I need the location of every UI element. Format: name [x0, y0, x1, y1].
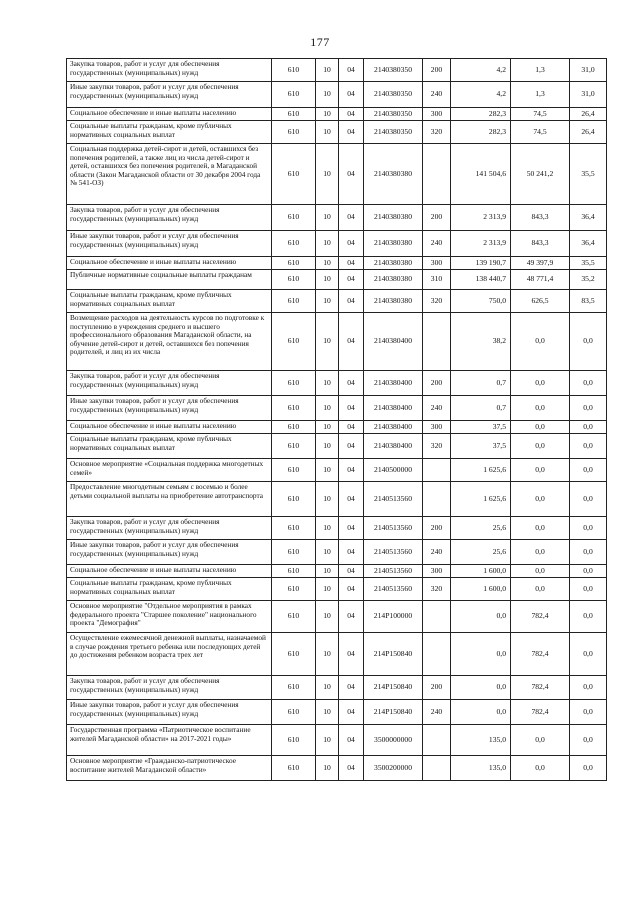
cell-ministry-code: 610 [272, 700, 316, 725]
cell-expense-type: 320 [423, 434, 451, 459]
cell-executed-amount: 0,0 [511, 578, 570, 601]
table-row [67, 108, 607, 121]
cell-executed-amount: 0,0 [511, 434, 570, 459]
cell-section: 10 [316, 421, 339, 434]
cell-name: Основное мероприятие «Социальная поддержка многодетных семей» [67, 459, 272, 482]
cell-percent: 35,5 [570, 144, 607, 205]
cell-executed-amount: 48 771,4 [511, 270, 570, 290]
cell-subsection: 04 [339, 270, 364, 290]
cell-name: Иные закупки товаров, работ и услуг для обеспечения государственных (муниципальных) нужд [67, 231, 272, 257]
cell-section: 10 [316, 270, 339, 290]
cell-approved-amount: 139 190,7 [451, 257, 511, 270]
cell-ministry-code: 610 [272, 601, 316, 633]
cell-name: Осуществление ежемесячной денежной выплаты, назначаемой в случае рождения третьего ребенка или последующих детей до достижения ребенком возраста трех лет [67, 633, 272, 676]
cell-ministry-code: 610 [272, 434, 316, 459]
cell-ministry-code: 610 [272, 371, 316, 396]
cell-ministry-code: 610 [272, 633, 316, 676]
cell-ministry-code: 610 [272, 270, 316, 290]
cell-approved-amount: 25,6 [451, 540, 511, 565]
table-row [67, 756, 607, 781]
cell-executed-amount: 0,0 [511, 517, 570, 540]
cell-approved-amount: 37,5 [451, 421, 511, 434]
cell-target-article: 2140380380 [364, 270, 423, 290]
cell-target-article: 2140513560 [364, 578, 423, 601]
cell-subsection: 04 [339, 205, 364, 231]
cell-ministry-code: 610 [272, 578, 316, 601]
cell-expense-type [423, 601, 451, 633]
cell-executed-amount: 782,4 [511, 633, 570, 676]
cell-ministry-code: 610 [272, 676, 316, 700]
cell-section: 10 [316, 700, 339, 725]
cell-ministry-code: 610 [272, 290, 316, 313]
cell-ministry-code: 610 [272, 144, 316, 205]
cell-approved-amount: 0,0 [451, 700, 511, 725]
table-row [67, 231, 607, 257]
cell-name: Иные закупки товаров, работ и услуг для обеспечения государственных (муниципальных) нужд [67, 82, 272, 108]
table-row [67, 540, 607, 565]
cell-section: 10 [316, 231, 339, 257]
cell-approved-amount: 2 313,9 [451, 231, 511, 257]
cell-section: 10 [316, 371, 339, 396]
table-row [67, 482, 607, 517]
cell-target-article: 214P150840 [364, 633, 423, 676]
cell-expense-type: 200 [423, 676, 451, 700]
cell-subsection: 04 [339, 459, 364, 482]
cell-target-article: 2140500000 [364, 459, 423, 482]
cell-subsection: 04 [339, 121, 364, 144]
cell-name: Закупка товаров, работ и услуг для обеспечения государственных (муниципальных) нужд [67, 371, 272, 396]
cell-approved-amount: 4,2 [451, 59, 511, 82]
cell-subsection: 04 [339, 517, 364, 540]
cell-target-article: 3500200000 [364, 756, 423, 781]
cell-name: Иные закупки товаров, работ и услуг для обеспечения государственных (муниципальных) нужд [67, 396, 272, 421]
cell-expense-type: 200 [423, 517, 451, 540]
cell-section: 10 [316, 517, 339, 540]
cell-subsection: 04 [339, 633, 364, 676]
table-row [67, 725, 607, 756]
cell-approved-amount: 282,3 [451, 108, 511, 121]
cell-executed-amount: 0,0 [511, 313, 570, 371]
cell-expense-type: 240 [423, 700, 451, 725]
cell-executed-amount: 0,0 [511, 396, 570, 421]
cell-ministry-code: 610 [272, 756, 316, 781]
cell-executed-amount: 0,0 [511, 756, 570, 781]
cell-target-article: 2140513560 [364, 565, 423, 578]
cell-percent: 0,0 [570, 434, 607, 459]
cell-section: 10 [316, 601, 339, 633]
cell-approved-amount: 750,0 [451, 290, 511, 313]
cell-name: Закупка товаров, работ и услуг для обеспечения государственных (муниципальных) нужд [67, 517, 272, 540]
table-row [67, 601, 607, 633]
cell-percent: 0,0 [570, 540, 607, 565]
cell-name: Предоставление многодетным семьям с восемью и более детьми социальной выплаты на приобретение автотранспорта [67, 482, 272, 517]
cell-target-article: 2140380400 [364, 421, 423, 434]
cell-expense-type [423, 144, 451, 205]
cell-name: Основное мероприятие «Гражданско-патриотическое воспитание жителей Магаданской области» [67, 756, 272, 781]
cell-subsection: 04 [339, 756, 364, 781]
cell-executed-amount: 0,0 [511, 482, 570, 517]
cell-target-article: 2140380400 [364, 396, 423, 421]
table-row [67, 578, 607, 601]
cell-percent: 0,0 [570, 633, 607, 676]
cell-percent: 0,0 [570, 482, 607, 517]
cell-ministry-code: 610 [272, 313, 316, 371]
cell-executed-amount: 782,4 [511, 676, 570, 700]
cell-ministry-code: 610 [272, 59, 316, 82]
cell-percent: 0,0 [570, 313, 607, 371]
cell-section: 10 [316, 565, 339, 578]
cell-percent: 0,0 [570, 700, 607, 725]
cell-approved-amount: 0,7 [451, 396, 511, 421]
cell-target-article: 2140380380 [364, 257, 423, 270]
cell-subsection: 04 [339, 82, 364, 108]
cell-section: 10 [316, 756, 339, 781]
cell-percent: 0,0 [570, 756, 607, 781]
cell-ministry-code: 610 [272, 82, 316, 108]
cell-percent: 0,0 [570, 371, 607, 396]
cell-ministry-code: 610 [272, 565, 316, 578]
cell-approved-amount: 138 440,7 [451, 270, 511, 290]
cell-percent: 31,0 [570, 59, 607, 82]
cell-name: Иные закупки товаров, работ и услуг для обеспечения государственных (муниципальных) нужд [67, 540, 272, 565]
budget-table [66, 58, 607, 781]
cell-name: Социальные выплаты гражданам, кроме публичных нормативных социальных выплат [67, 121, 272, 144]
cell-name: Закупка товаров, работ и услуг для обеспечения государственных (муниципальных) нужд [67, 59, 272, 82]
cell-name: Государственная программа «Патриотическое воспитание жителей Магаданской области» на 2017-2021 годы» [67, 725, 272, 756]
cell-expense-type: 300 [423, 421, 451, 434]
cell-expense-type [423, 756, 451, 781]
cell-section: 10 [316, 396, 339, 421]
cell-section: 10 [316, 459, 339, 482]
cell-ministry-code: 610 [272, 396, 316, 421]
cell-section: 10 [316, 290, 339, 313]
cell-percent: 0,0 [570, 601, 607, 633]
cell-executed-amount: 0,0 [511, 540, 570, 565]
cell-executed-amount: 1,3 [511, 82, 570, 108]
cell-executed-amount: 0,0 [511, 421, 570, 434]
cell-approved-amount: 135,0 [451, 725, 511, 756]
cell-subsection: 04 [339, 578, 364, 601]
cell-expense-type: 200 [423, 59, 451, 82]
cell-subsection: 04 [339, 313, 364, 371]
cell-section: 10 [316, 108, 339, 121]
table-row [67, 700, 607, 725]
cell-expense-type: 320 [423, 121, 451, 144]
cell-executed-amount: 1,3 [511, 59, 570, 82]
table-row [67, 257, 607, 270]
cell-percent: 35,5 [570, 257, 607, 270]
cell-approved-amount: 2 313,9 [451, 205, 511, 231]
cell-ministry-code: 610 [272, 421, 316, 434]
cell-percent: 0,0 [570, 517, 607, 540]
cell-approved-amount: 141 504,6 [451, 144, 511, 205]
cell-section: 10 [316, 482, 339, 517]
cell-expense-type: 320 [423, 578, 451, 601]
cell-section: 10 [316, 434, 339, 459]
table-row [67, 517, 607, 540]
cell-approved-amount: 282,3 [451, 121, 511, 144]
cell-approved-amount: 25,6 [451, 517, 511, 540]
cell-subsection: 04 [339, 421, 364, 434]
cell-expense-type: 240 [423, 396, 451, 421]
cell-section: 10 [316, 313, 339, 371]
cell-executed-amount: 50 241,2 [511, 144, 570, 205]
cell-approved-amount: 1 600,0 [451, 565, 511, 578]
cell-expense-type: 200 [423, 371, 451, 396]
cell-subsection: 04 [339, 108, 364, 121]
cell-section: 10 [316, 578, 339, 601]
cell-percent: 83,5 [570, 290, 607, 313]
cell-target-article: 2140380380 [364, 231, 423, 257]
cell-executed-amount: 626,5 [511, 290, 570, 313]
cell-target-article: 3500000000 [364, 725, 423, 756]
cell-subsection: 04 [339, 601, 364, 633]
cell-executed-amount: 74,5 [511, 121, 570, 144]
cell-ministry-code: 610 [272, 205, 316, 231]
table-row [67, 371, 607, 396]
cell-ministry-code: 610 [272, 540, 316, 565]
cell-section: 10 [316, 59, 339, 82]
cell-expense-type: 320 [423, 290, 451, 313]
cell-expense-type [423, 459, 451, 482]
cell-name: Социальное обеспечение и иные выплаты населению [67, 257, 272, 270]
cell-section: 10 [316, 205, 339, 231]
cell-subsection: 04 [339, 482, 364, 517]
cell-percent: 0,0 [570, 578, 607, 601]
cell-percent: 36,4 [570, 205, 607, 231]
cell-section: 10 [316, 144, 339, 205]
cell-subsection: 04 [339, 434, 364, 459]
cell-percent: 0,0 [570, 725, 607, 756]
table-row [67, 434, 607, 459]
cell-target-article: 2140380400 [364, 434, 423, 459]
cell-expense-type [423, 725, 451, 756]
cell-expense-type: 240 [423, 540, 451, 565]
cell-target-article: 214P150840 [364, 700, 423, 725]
cell-name: Иные закупки товаров, работ и услуг для обеспечения государственных (муниципальных) нужд [67, 700, 272, 725]
cell-subsection: 04 [339, 676, 364, 700]
cell-percent: 31,0 [570, 82, 607, 108]
cell-expense-type: 310 [423, 270, 451, 290]
cell-executed-amount: 0,0 [511, 371, 570, 396]
cell-expense-type [423, 482, 451, 517]
cell-subsection: 04 [339, 144, 364, 205]
cell-executed-amount: 782,4 [511, 700, 570, 725]
table-row [67, 633, 607, 676]
cell-executed-amount: 782,4 [511, 601, 570, 633]
cell-target-article: 2140380380 [364, 144, 423, 205]
cell-target-article: 214P150840 [364, 676, 423, 700]
cell-ministry-code: 610 [272, 257, 316, 270]
cell-name: Социальная поддержка детей-сирот и детей, оставшихся без попечения родителей, а также лиц из числа детей-сирот и детей, оставшихся без попечения родителей, в Магаданской области (Закон Магаданской области от 30 декабря 2004 года № 541-ОЗ) [67, 144, 272, 205]
cell-approved-amount: 135,0 [451, 756, 511, 781]
cell-ministry-code: 610 [272, 725, 316, 756]
cell-ministry-code: 610 [272, 517, 316, 540]
cell-section: 10 [316, 121, 339, 144]
cell-expense-type: 300 [423, 565, 451, 578]
cell-subsection: 04 [339, 540, 364, 565]
cell-approved-amount: 0,0 [451, 676, 511, 700]
cell-target-article: 2140513560 [364, 540, 423, 565]
table-row [67, 290, 607, 313]
table-body [67, 59, 607, 781]
cell-name: Возмещение расходов на деятельность курсов по подготовке к поступлению в учреждения среднего и высшего профессионального образования Магаданской области, на обучение детей-сирот и детей, оставшихся без попечения родителей, и лиц из их числа [67, 313, 272, 371]
cell-expense-type: 300 [423, 257, 451, 270]
cell-subsection: 04 [339, 290, 364, 313]
cell-approved-amount: 1 625,6 [451, 482, 511, 517]
cell-expense-type [423, 313, 451, 371]
table-row [67, 459, 607, 482]
cell-subsection: 04 [339, 257, 364, 270]
table-row [67, 396, 607, 421]
cell-percent: 35,2 [570, 270, 607, 290]
table-row [67, 313, 607, 371]
cell-approved-amount: 1 625,6 [451, 459, 511, 482]
cell-executed-amount: 74,5 [511, 108, 570, 121]
cell-ministry-code: 610 [272, 121, 316, 144]
cell-subsection: 04 [339, 565, 364, 578]
cell-target-article: 2140380400 [364, 313, 423, 371]
cell-target-article: 2140513560 [364, 517, 423, 540]
cell-ministry-code: 610 [272, 231, 316, 257]
cell-approved-amount: 1 600,0 [451, 578, 511, 601]
cell-percent: 0,0 [570, 676, 607, 700]
table-row [67, 59, 607, 82]
cell-target-article: 2140380350 [364, 121, 423, 144]
cell-approved-amount: 0,0 [451, 633, 511, 676]
cell-name: Закупка товаров, работ и услуг для обеспечения государственных (муниципальных) нужд [67, 205, 272, 231]
cell-percent: 26,4 [570, 108, 607, 121]
cell-subsection: 04 [339, 59, 364, 82]
cell-section: 10 [316, 676, 339, 700]
cell-target-article: 2140513560 [364, 482, 423, 517]
table-row [67, 82, 607, 108]
table-row [67, 205, 607, 231]
cell-target-article: 2140380350 [364, 108, 423, 121]
cell-executed-amount: 843,3 [511, 231, 570, 257]
cell-executed-amount: 0,0 [511, 459, 570, 482]
cell-section: 10 [316, 82, 339, 108]
cell-name: Публичные нормативные социальные выплаты гражданам [67, 270, 272, 290]
cell-name: Социальное обеспечение и иные выплаты населению [67, 565, 272, 578]
cell-name: Социальные выплаты гражданам, кроме публичных нормативных социальных выплат [67, 290, 272, 313]
table-row [67, 676, 607, 700]
cell-name: Социальное обеспечение и иные выплаты населению [67, 108, 272, 121]
cell-name: Закупка товаров, работ и услуг для обеспечения государственных (муниципальных) нужд [67, 676, 272, 700]
page-number: 177 [310, 35, 330, 49]
cell-name: Социальные выплаты гражданам, кроме публичных нормативных социальных выплат [67, 578, 272, 601]
cell-percent: 0,0 [570, 396, 607, 421]
cell-section: 10 [316, 633, 339, 676]
cell-percent: 0,0 [570, 565, 607, 578]
cell-target-article: 2140380350 [364, 59, 423, 82]
table-row [67, 565, 607, 578]
cell-percent: 26,4 [570, 121, 607, 144]
cell-ministry-code: 610 [272, 108, 316, 121]
cell-expense-type: 240 [423, 82, 451, 108]
cell-subsection: 04 [339, 371, 364, 396]
cell-executed-amount: 0,0 [511, 725, 570, 756]
cell-expense-type: 240 [423, 231, 451, 257]
table-row [67, 421, 607, 434]
cell-subsection: 04 [339, 725, 364, 756]
cell-section: 10 [316, 540, 339, 565]
cell-expense-type: 300 [423, 108, 451, 121]
table-row [67, 121, 607, 144]
cell-target-article: 2140380380 [364, 205, 423, 231]
cell-name: Социальные выплаты гражданам, кроме публичных нормативных социальных выплат [67, 434, 272, 459]
cell-approved-amount: 37,5 [451, 434, 511, 459]
cell-ministry-code: 610 [272, 459, 316, 482]
table-row [67, 144, 607, 205]
cell-name: Основное мероприятие "Отдельное мероприятия в рамках федерального проекта "Старшее поколение" национального проекта "Демография" [67, 601, 272, 633]
cell-percent: 0,0 [570, 459, 607, 482]
cell-section: 10 [316, 257, 339, 270]
cell-percent: 36,4 [570, 231, 607, 257]
cell-subsection: 04 [339, 396, 364, 421]
cell-expense-type [423, 633, 451, 676]
cell-name: Социальное обеспечение и иные выплаты населению [67, 421, 272, 434]
cell-subsection: 04 [339, 231, 364, 257]
cell-approved-amount: 4,2 [451, 82, 511, 108]
cell-target-article: 2140380400 [364, 371, 423, 396]
cell-target-article: 2140380350 [364, 82, 423, 108]
cell-executed-amount: 0,0 [511, 565, 570, 578]
cell-target-article: 2140380380 [364, 290, 423, 313]
table-row [67, 270, 607, 290]
cell-percent: 0,0 [570, 421, 607, 434]
cell-ministry-code: 610 [272, 482, 316, 517]
cell-section: 10 [316, 725, 339, 756]
cell-expense-type: 200 [423, 205, 451, 231]
cell-executed-amount: 49 397,9 [511, 257, 570, 270]
cell-subsection: 04 [339, 700, 364, 725]
cell-approved-amount: 38,2 [451, 313, 511, 371]
cell-approved-amount: 0,0 [451, 601, 511, 633]
cell-executed-amount: 843,3 [511, 205, 570, 231]
cell-approved-amount: 0,7 [451, 371, 511, 396]
cell-target-article: 214P100000 [364, 601, 423, 633]
